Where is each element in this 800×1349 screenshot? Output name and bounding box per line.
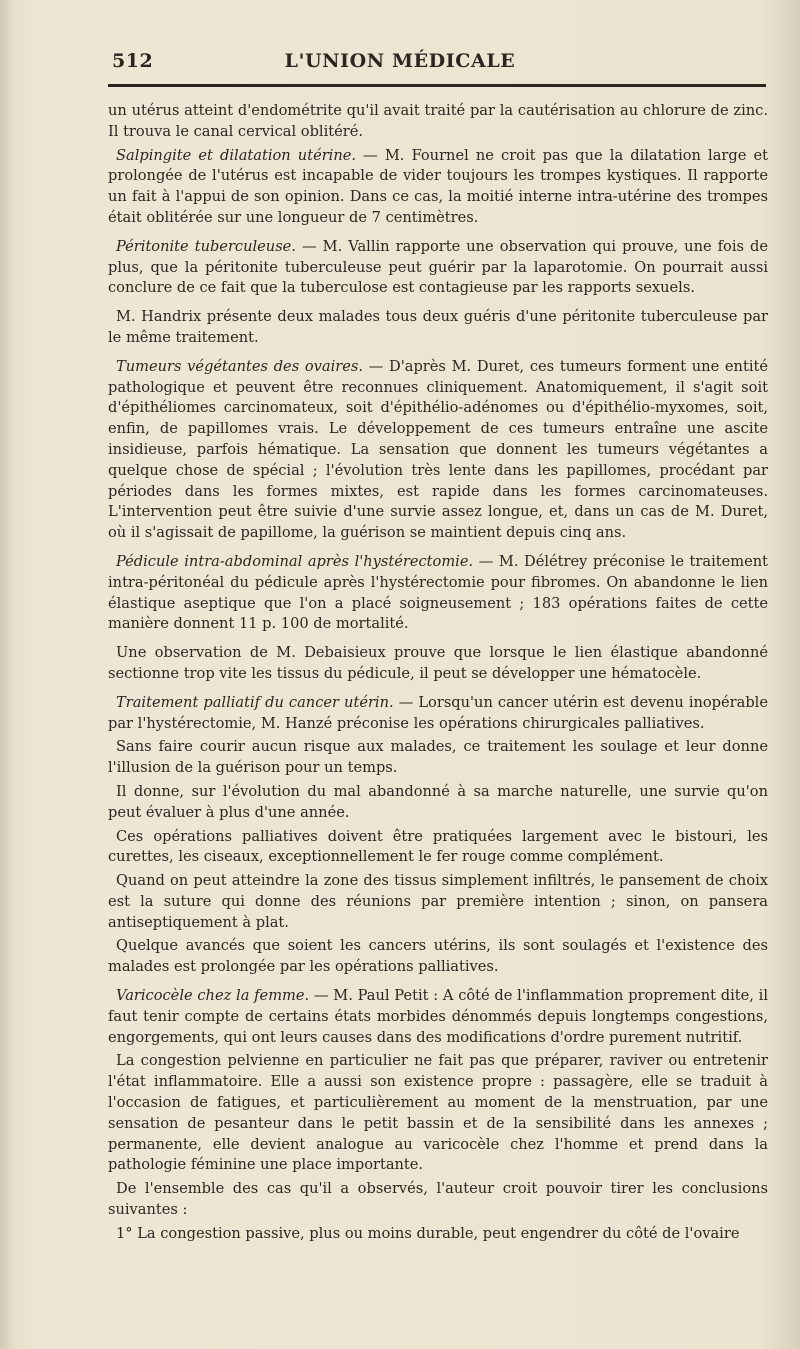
section-heading: Salpingite et dilatation utérine.	[116, 146, 357, 164]
paragraph-text: Quand on peut atteindre la zone des tissus simplement infiltrés, le pansement de choix est la suture qui donne des réunions par première intention ; sinon, on pansera antiseptiquement à plat.	[108, 872, 768, 931]
page-number: 512	[112, 50, 154, 72]
paragraph	[108, 827, 768, 869]
paragraph-text: — M. Délétrey préconise le traitement intra-péritonéal du pédicule après l'hystérectomie pour fibromes. On abandonne le lien élastique aseptique que l'on a placé soigneusement ; 183 opérations faites de cette manière donnent 11 p. 100 de mortalité.	[108, 552, 769, 633]
paragraph-text: Il donne, sur l'évolution du mal abandonné à sa marche naturelle, une survie qu'on peut évaluer à plus d'une année.	[108, 782, 768, 821]
paragraph	[108, 737, 768, 779]
section-heading: Péritonite tuberculeuse.	[116, 237, 296, 255]
paragraph-text: Quelque avancés que soient les cancers utérins, ils sont soulagés et l'existence des malades est prolongée par les opérations palliatives.	[108, 937, 768, 976]
paragraph-text: un utérus atteint d'endométrite qu'il avait traité par la cautérisation au chlorure de zinc. Il trouva le canal cervical oblitéré.	[108, 102, 768, 140]
section-heading: Pédicule intra-abdominal après l'hystérectomie.	[116, 552, 474, 570]
paragraph-text: — D'après M. Duret, ces tumeurs forment une entité pathologique et peuvent être reconnues cliniquement. Anatomiquement, il s'agit soit d'épithéliomes carcinomateux, soit d'épithélio-adénomes ou d'épithélio-myxomes, soit, enfin, de papillomes vrais. Le développement de ces tumeurs entraîne une ascite insidieuse, parfois hématique. La sensation que donnent les tumeurs végétantes a quelque chose de spécial ; l'évolution très lente dans les papillomes, procédant par périodes dans les formes mixtes, est rapide dans les formes carcinomateuses. L'intervention peut être suivie d'une survie assez longue, et, dans un cas de M. Duret, où il s'agissait de papillome, la guérison se maintient depuis cinq ans.	[108, 357, 768, 542]
paragraph-text: M. Handrix présente deux malades tous deux guéris d'une péritonite tuberculeuse par le même traitement.	[108, 308, 768, 346]
paragraph	[108, 101, 768, 143]
paragraph	[108, 357, 768, 544]
paragraph	[108, 552, 768, 635]
running-head: L'UNION MÉDICALE	[284, 50, 516, 72]
paragraph-text: — M. Paul Petit : A côté de l'inflammation proprement dite, il faut tenir compte de certains états morbides dénommés depuis longtemps congestions, engorgements, qui ont leurs causes dans des modifications d'ordre purement nutritif.	[108, 987, 768, 1046]
paragraph-text: — Lorsqu'un cancer utérin est devenu inopérable par l'hystérectomie, M. Hanzé préconise les opérations chirurgicales palliatives.	[108, 693, 768, 732]
paragraph	[108, 307, 768, 349]
paragraph-text: Sans faire courir aucun risque aux malades, ce traitement les soulage et leur donne l'illusion de la guérison pour un temps.	[108, 738, 768, 777]
paragraph-text: La congestion pelvienne en particulier ne fait pas que préparer, raviver ou entretenir l'état inflammatoire. Elle a aussi son existence propre : passagère, elle se traduit à l'occasion de fatigues, et particulièrement au moment de la menstruation, par une sensation de pesanteur dans le petit bassin et de la sensibilité dans les annexes ; permanente, elle devient analogue au varicocèle chez l'homme et prend dans la pathologie féminine une place importante.	[108, 1052, 768, 1174]
paragraph	[108, 782, 768, 824]
paragraph-text: Ces opérations palliatives doivent être pratiquées largement avec le bistouri, les curettes, les ciseaux, exceptionnellement le fer rouge comme complément.	[108, 827, 768, 866]
paragraph	[108, 693, 768, 735]
paragraph-text: De l'ensemble des cas qu'il a observés, l'auteur croit pouvoir tirer les conclusions suivantes :	[108, 1180, 768, 1219]
section-heading: Traitement palliatif du cancer utérin.	[116, 693, 394, 711]
paragraph	[108, 871, 768, 933]
paragraph-text: Une observation de M. Debaisieux prouve que lorsque le lien élastique abandonné sectionne trop vite les tissus du pédicule, il peut se développer une hématocèle.	[108, 644, 768, 682]
paragraph	[108, 237, 768, 299]
paragraph	[108, 1051, 768, 1176]
paragraph	[108, 936, 768, 978]
paragraph	[108, 986, 768, 1048]
paragraph-text: — M. Vallin rapporte une observation qui prouve, une fois de plus, que la péritonite tuberculeuse peut guérir par la laparotomie. On pourrait aussi conclure de ce fait que la tuberculose est contagieuse par les rapports sexuels.	[108, 237, 768, 297]
header-rule	[108, 84, 766, 87]
paragraph	[108, 1224, 768, 1245]
paragraph-text: — M. Fournel ne croit pas que la dilatation large et prolongée de l'utérus est incapable de vider toujours les trompes kystiques. Il rapporte un fait à l'appui de son opinion. Dans ce cas, la moitié interne intra-utérine des trompes était oblitérée sur une longueur de 7 centimètres.	[108, 146, 768, 226]
section-heading: Varicocèle chez la femme.	[116, 987, 310, 1005]
paragraph	[108, 1179, 768, 1221]
paragraph	[108, 146, 768, 229]
paragraph-text: 1° La congestion passive, plus ou moins durable, peut engendrer du côté de l'ovaire	[116, 1224, 740, 1242]
body-text	[108, 101, 768, 1248]
section-heading: Tumeurs végétantes des ovaires.	[116, 357, 364, 375]
page-header	[0, 44, 800, 84]
paragraph	[108, 643, 768, 685]
